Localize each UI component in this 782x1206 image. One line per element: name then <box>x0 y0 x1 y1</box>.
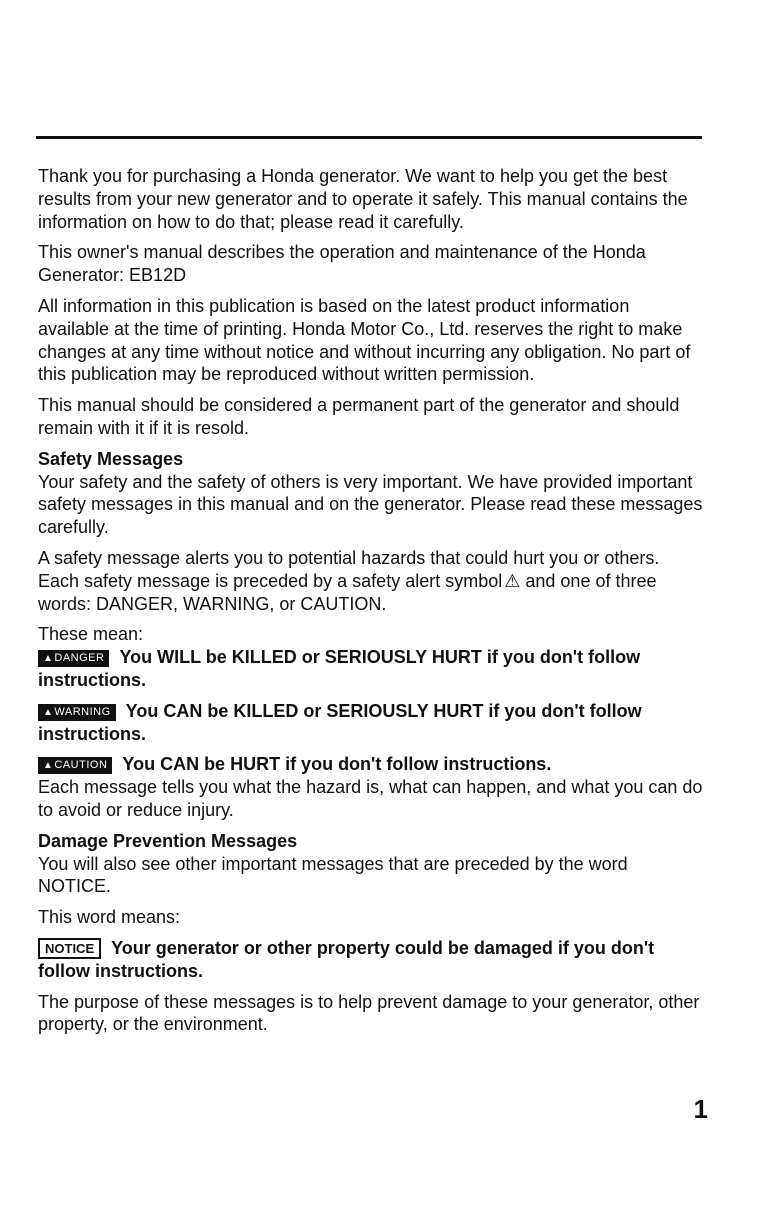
danger-message <box>38 646 704 692</box>
safety-paragraph-1: Your safety and the safety of others is very important. We have provided important safety messages in this manual and on the generator. Please read these messages carefully. <box>38 471 703 538</box>
intro-paragraph-3: All information in this publication is based on the latest product information available at the time of printing. Honda Motor Co., Ltd. reserves the right to make changes at any time without notice and without incurring any obligation. No part of this publication may be reproduced without written permission. <box>38 295 691 385</box>
each-message-paragraph: Each message tells you what the hazard is, what can happen, and what you can do to avoid or reduce injury. <box>38 777 703 820</box>
intro-paragraph-1: Thank you for purchasing a Honda generator. We want to help you get the best results from your new generator and to operate it safely. This manual contains the information on how to do that; please read it carefully. <box>38 166 688 232</box>
warning-alert-icon: ▲ <box>43 706 54 718</box>
damage-prevention-heading: Damage Prevention Messages <box>38 830 298 851</box>
warning-text: You CAN be KILLED or SERIOUSLY HURT if you don't follow instructions. <box>38 700 642 744</box>
safety-messages-heading: Safety Messages <box>38 448 184 469</box>
intro-paragraph-4: This manual should be considered a permanent part of the generator and should remain with it if it is resold. <box>38 395 680 438</box>
safety-paragraph-2-start: A safety message alerts you to potential hazards that could hurt you or others. Each safety message is preceded by a safety alert symbol <box>38 547 660 591</box>
notice-text: Your generator or other property could be damaged if you don't follow instructions. <box>38 937 655 981</box>
caution-label: CAUTION <box>54 759 108 772</box>
safety-paragraph-2-end: and one of three words: DANGER, WARNING, or CAUTION. <box>38 570 657 614</box>
danger-text: You WILL be KILLED or SERIOUSLY HURT if you don't follow instructions. <box>38 647 641 690</box>
caution-message <box>38 753 704 776</box>
header-rule <box>36 136 702 139</box>
these-mean-label: These mean: <box>38 624 144 645</box>
purpose-paragraph: The purpose of these messages is to help prevent damage to your generator, other property, or the environment. <box>38 991 700 1035</box>
caution-alert-icon: ▲ <box>43 760 54 772</box>
damage-paragraph-1: You will also see other important messages that are preceded by the word NOTICE. <box>38 853 628 897</box>
notice-message <box>38 937 704 983</box>
caution-badge <box>38 757 112 774</box>
caution-text: You CAN be HURT if you don't follow instructions. <box>122 754 552 775</box>
warning-badge <box>38 704 116 721</box>
intro-paragraph-2: This owner's manual describes the operation and maintenance of the Honda Generator: EB12D <box>38 242 646 286</box>
warning-message <box>38 700 704 746</box>
warning-label: WARNING <box>54 705 111 718</box>
page-number: 1 <box>693 1094 708 1124</box>
danger-badge <box>38 650 109 667</box>
safety-paragraph-2 <box>38 547 704 615</box>
page-content <box>38 165 704 1044</box>
safety-alert-icon: ⚠ <box>504 570 521 591</box>
danger-alert-icon: ▲ <box>43 653 54 665</box>
notice-badge: NOTICE <box>38 938 101 959</box>
danger-label: DANGER <box>54 652 105 665</box>
this-word-means-label: This word means: <box>38 907 181 928</box>
